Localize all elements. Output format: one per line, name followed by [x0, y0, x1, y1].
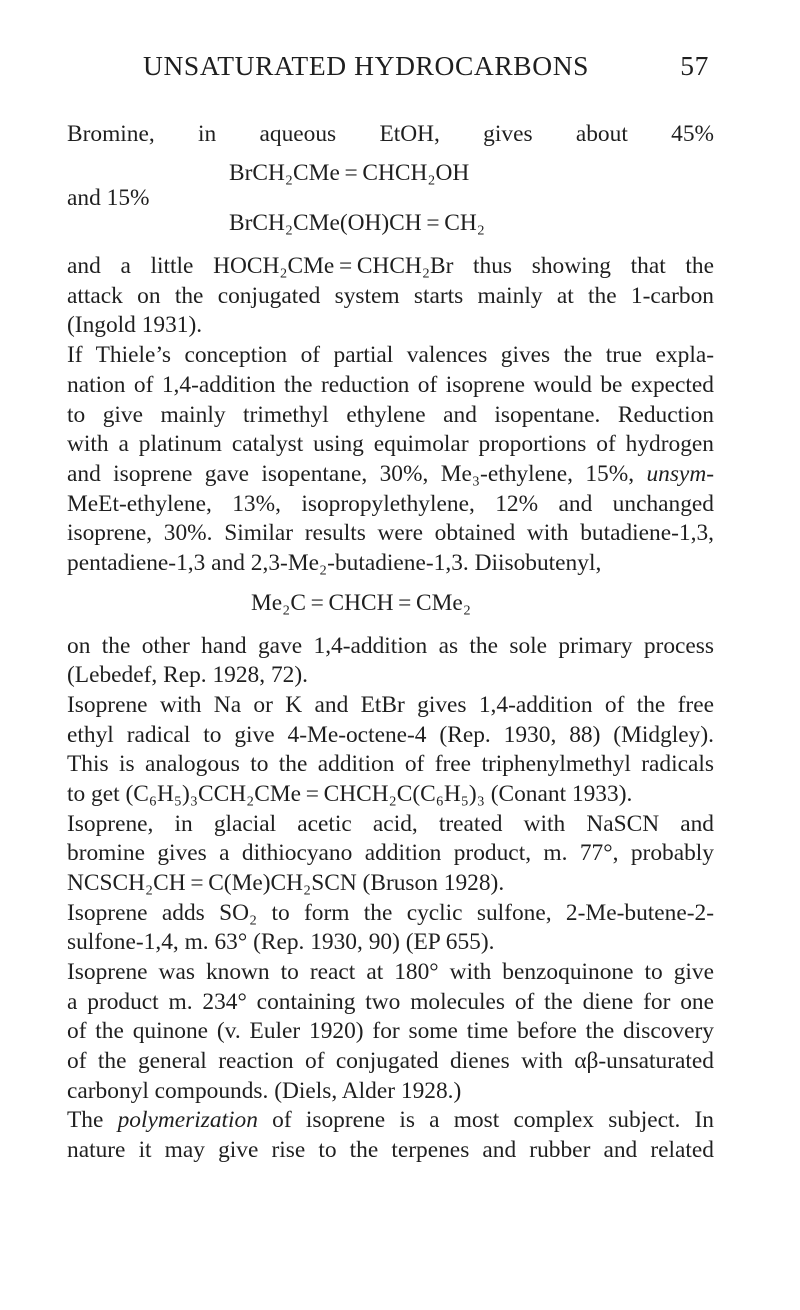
- text-line: Bromine, in aqueous EtOH, gives about 45%: [67, 121, 714, 147]
- text-line: attack on the conjugated system starts mainly at the 1-carbon: [67, 283, 714, 309]
- text-line: ethyl radical to give 4-Me-octene-4 (Rep. 1930, 88) (Midgley).: [67, 722, 714, 748]
- formula: Me₂C = CHCH = CMe₂: [251, 590, 471, 616]
- text-line: Isoprene with Na or K and EtBr gives 1,4-addition of the free: [67, 692, 714, 718]
- text-line: and isoprene gave isopentane, 30%, Me₃-ethylene, 15%, unsym-: [67, 461, 714, 487]
- text-line: This is analogous to the addition of free triphenylmethyl radicals: [67, 751, 714, 777]
- formula: BrCH₂CMe = CHCH₂OH: [229, 160, 470, 186]
- text-line: Isoprene adds SO₂ to form the cyclic sulfone, 2-Me-butene-2-: [67, 900, 714, 926]
- text-line: with a platinum catalyst using equimolar proportions of hydrogen: [67, 431, 714, 457]
- text-line: Isoprene, in glacial acetic acid, treated with NaSCN and: [67, 811, 714, 837]
- text-line: to give mainly trimethyl ethylene and isopentane. Reduction: [67, 402, 714, 428]
- text-line: nation of 1,4-addition the reduction of isoprene would be expected: [67, 372, 714, 398]
- text-line: on the other hand gave 1,4-addition as the sole primary process: [67, 633, 714, 659]
- text-line: and 15%: [67, 185, 150, 211]
- text-line: Isoprene was known to react at 180° with benzoquinone to give: [67, 959, 714, 985]
- running-header: [0, 50, 800, 86]
- text-line: The polymerization of isoprene is a most complex subject. In: [67, 1107, 715, 1133]
- running-title: UNSATURATED HYDROCARBONS: [143, 50, 590, 81]
- text-line: (Lebedef, Rep. 1928, 72).: [67, 662, 308, 688]
- text-line: of the general reaction of conjugated dienes with αβ-unsaturated: [67, 1048, 714, 1074]
- page-number: 57: [680, 50, 709, 81]
- text-line: pentadiene-1,3 and 2,3-Me₂-butadiene-1,3. Diisobutenyl,: [67, 550, 602, 576]
- text-line: of the quinone (v. Euler 1920) for some time before the discovery: [67, 1018, 714, 1044]
- text-line: to get (C₆H₅)₃CCH₂CMe = CHCH₂C(C₆H₅)₃ (Conant 1933).: [67, 781, 633, 807]
- text-line: sulfone-1,4, m. 63° (Rep. 1930, 90) (EP 655).: [67, 929, 495, 955]
- text-line: nature it may give rise to the terpenes and rubber and related: [67, 1137, 714, 1163]
- text-line: If Thiele’s conception of partial valences gives the true expla-: [67, 342, 714, 368]
- text-line: a product m. 234° containing two molecules of the diene for one: [67, 989, 714, 1015]
- text-line: MeEt-ethylene, 13%, isopropylethylene, 12% and unchanged: [67, 491, 714, 517]
- text-line: bromine gives a dithiocyano addition product, m. 77°, probably: [67, 840, 714, 866]
- formula: BrCH₂CMe(OH)CH = CH₂: [229, 210, 485, 236]
- text-line: isoprene, 30%. Similar results were obtained with butadiene-1,3,: [67, 520, 714, 546]
- text-line: (Ingold 1931).: [67, 312, 203, 338]
- text-line: carbonyl compounds. (Diels, Alder 1928.): [67, 1078, 462, 1104]
- text-line: and a little HOCH₂CMe = CHCH₂Br thus showing that the: [67, 253, 714, 279]
- text-line: NCSCH₂CH = C(Me)CH₂SCN (Bruson 1928).: [67, 870, 505, 896]
